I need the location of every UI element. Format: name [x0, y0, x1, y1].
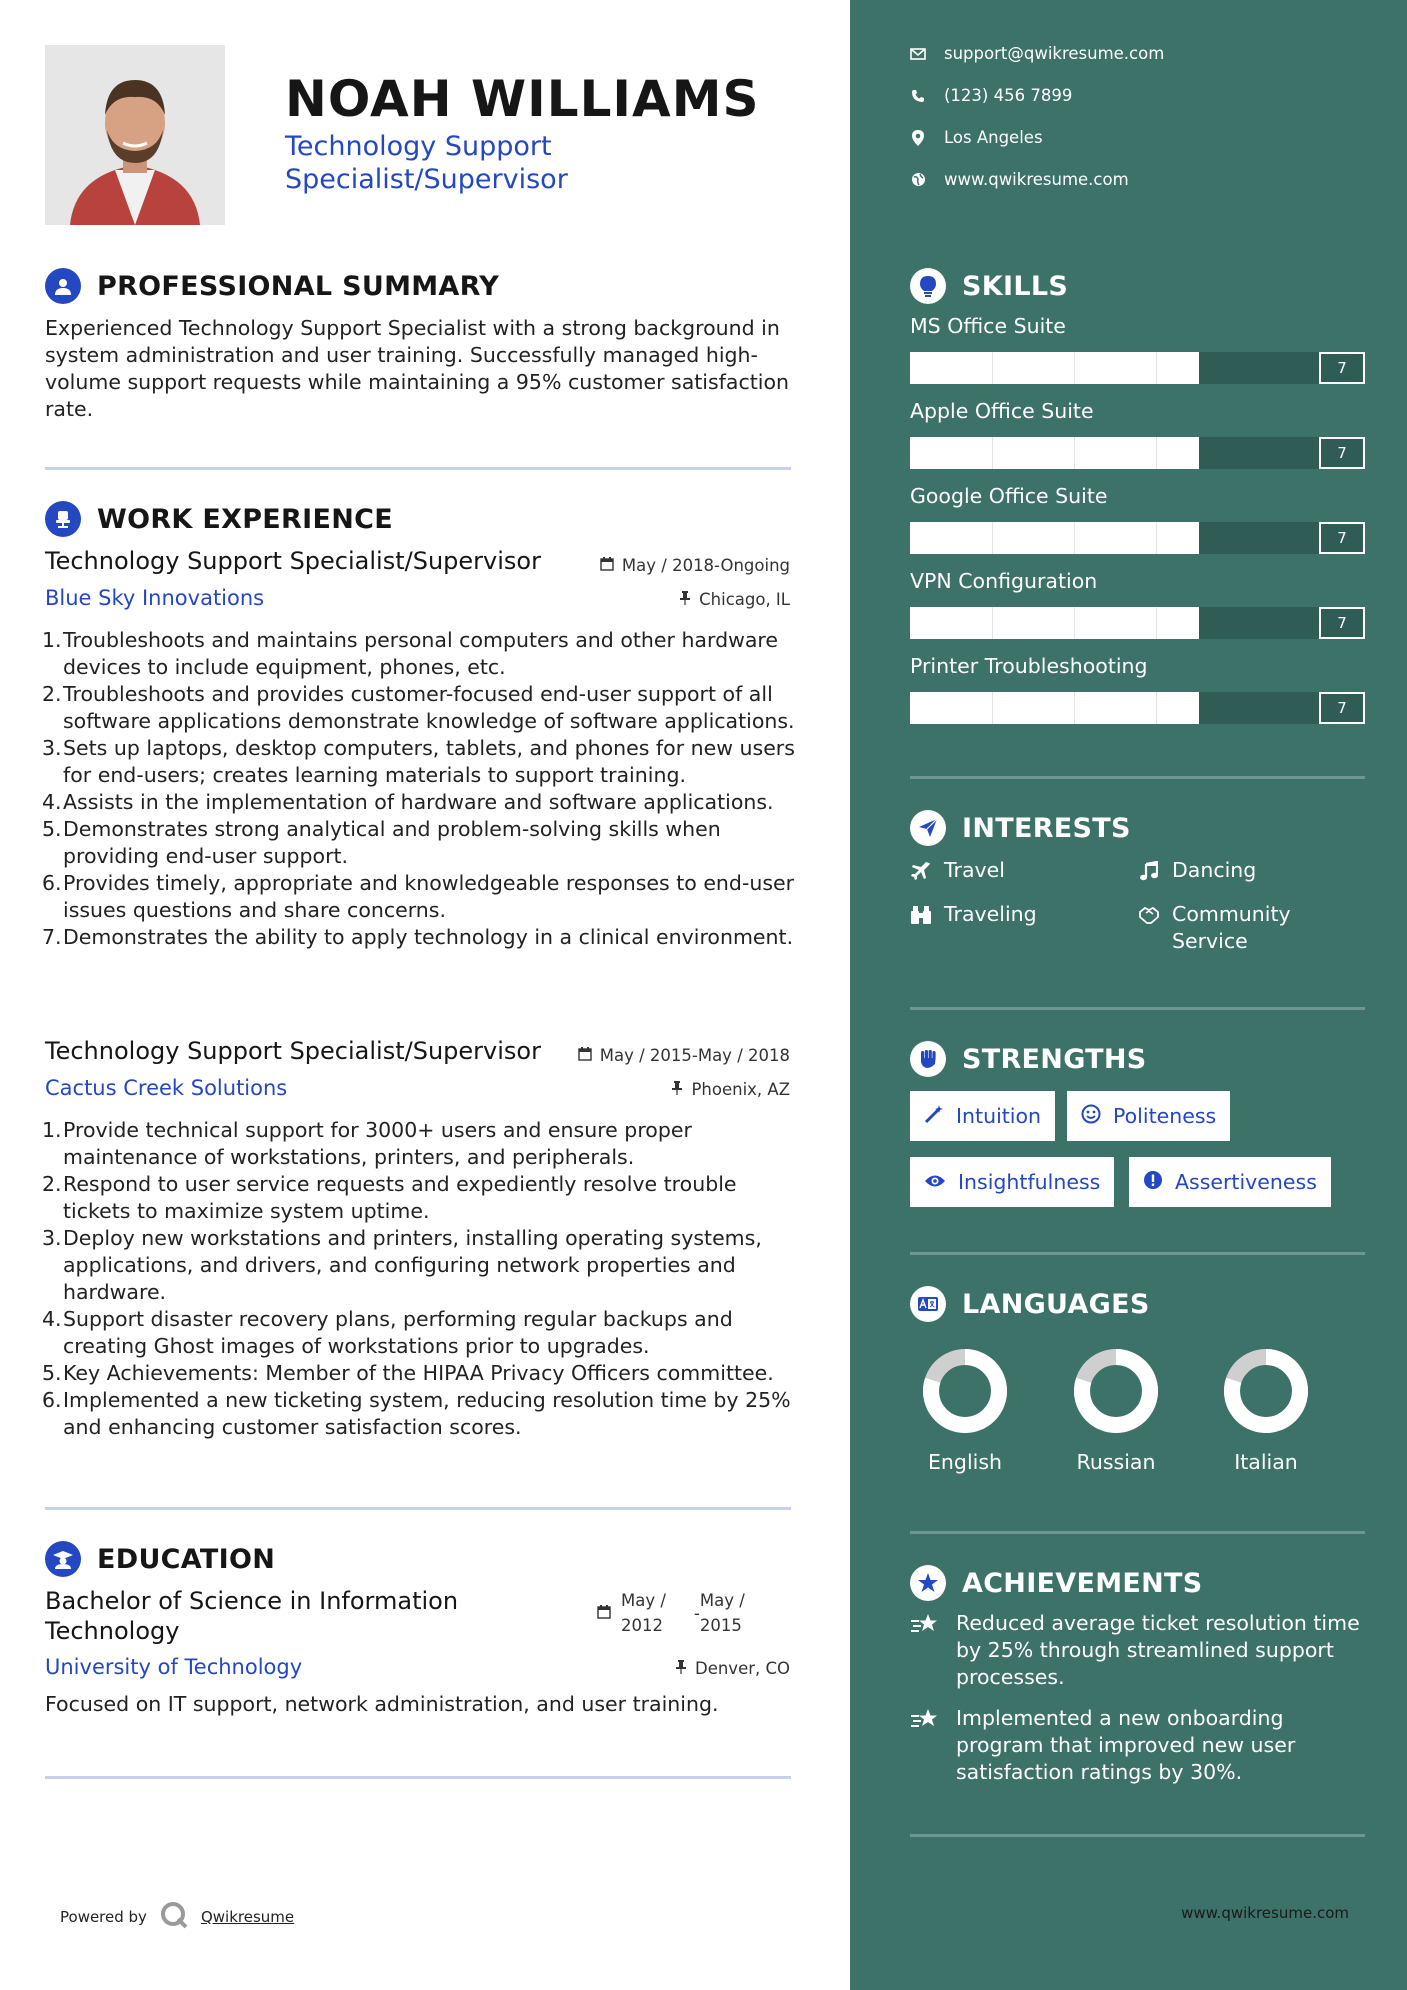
website-text: www.qwikresume.com — [944, 170, 1129, 189]
education-location — [675, 1659, 790, 1678]
qwikresume-logo-icon — [159, 1900, 189, 1934]
eye-icon — [924, 1170, 946, 1194]
section-divider — [910, 776, 1365, 779]
job-responsibilities — [42, 627, 795, 951]
education-location-text: Denver, CO — [694, 1659, 790, 1678]
skill-bar — [910, 437, 1365, 469]
achievement-text: Reduced average ticket resolution time by 25% through streamlined support processes. — [956, 1611, 1360, 1689]
summary-header — [45, 266, 499, 306]
section-divider — [910, 1834, 1365, 1837]
responsibility-text: Sets up laptops, desktop computers, tablets, and phones for new users for end-users; creates learning materials to support training. — [63, 736, 795, 787]
strength-tag — [910, 1157, 1114, 1207]
language-label: English — [927, 1450, 1003, 1474]
strength-label: Intuition — [956, 1104, 1042, 1128]
skill-bar — [910, 352, 1365, 384]
language-icon — [910, 1286, 946, 1322]
lightbulb-icon — [910, 268, 946, 304]
skill-level: 7 — [1319, 522, 1365, 554]
language-level-ring — [1223, 1348, 1309, 1434]
responsibility-item — [42, 1117, 795, 1171]
experience-header — [45, 499, 393, 539]
contact-website[interactable] — [910, 170, 1129, 189]
skill-level: 7 — [1319, 437, 1365, 469]
item-number: 6. — [42, 1388, 62, 1412]
strength-tag — [910, 1091, 1055, 1141]
strength-label: Politeness — [1113, 1104, 1217, 1128]
responsibility-item — [42, 1225, 795, 1306]
graduate-icon — [45, 1541, 81, 1577]
section-divider — [910, 1252, 1365, 1255]
language-item — [1211, 1348, 1321, 1474]
responsibility-text: Troubleshoots and maintains personal computers and other hardware devices to include equipment, phones, etc. — [63, 628, 778, 679]
skill-bar-fill — [910, 522, 1199, 554]
responsibility-text: Support disaster recovery plans, performing regular backups and creating Ghost images of workstations prior to upgrades. — [63, 1307, 733, 1358]
phone-icon — [910, 89, 926, 103]
smile-icon — [1081, 1104, 1101, 1129]
paper-plane-icon — [910, 810, 946, 846]
interest-item — [910, 857, 1005, 884]
strength-tag — [1067, 1091, 1230, 1141]
skill-label: MS Office Suite — [910, 314, 1066, 338]
skill-bar — [910, 522, 1365, 554]
job-title: Technology Support Specialist/Supervisor — [45, 1037, 541, 1065]
education-end-date — [700, 1588, 745, 1638]
contact-phone[interactable] — [910, 86, 1072, 105]
degree-title: Bachelor of Science in Information Technology — [45, 1587, 459, 1645]
responsibility-text: Provide technical support for 3000+ users and ensure proper maintenance of workstations, printers, and peripherals. — [63, 1118, 692, 1169]
phone-text: (123) 456 7899 — [944, 86, 1073, 105]
responsibility-item — [42, 1387, 795, 1441]
responsibility-item — [42, 1171, 795, 1225]
section-divider — [45, 1776, 791, 1779]
language-item — [1061, 1348, 1171, 1474]
skill-level: 7 — [1319, 607, 1365, 639]
job-title: Technology Support Specialist/Supervisor — [45, 547, 541, 575]
language-label: Russian — [1076, 1450, 1156, 1474]
user-icon — [45, 268, 81, 304]
responsibility-item — [42, 870, 795, 924]
skill-level: 7 — [1319, 692, 1365, 724]
binoculars-icon — [910, 901, 932, 928]
skills-header — [910, 266, 1068, 306]
footer-website[interactable]: www.qwikresume.com — [1181, 1904, 1349, 1922]
responsibility-text: Key Achievements: Member of the HIPAA Privacy Officers committee. — [63, 1361, 774, 1385]
strengths-header — [910, 1039, 1147, 1079]
calendar-icon — [578, 1046, 592, 1065]
item-number: 4. — [42, 1307, 62, 1331]
envelope-icon — [910, 48, 926, 60]
skill-bar — [910, 607, 1365, 639]
school-name: University of Technology — [45, 1655, 303, 1679]
skill-level: 7 — [1319, 352, 1365, 384]
education-end-year: 2015 — [699, 1616, 742, 1635]
interest-item — [1138, 857, 1256, 884]
achievement-item — [910, 1705, 1365, 1786]
responsibility-text: Demonstrates strong analytical and problem-solving skills when providing end-user support. — [63, 817, 721, 868]
responsibility-text: Implemented a new ticketing system, reducing resolution time by 25% and enhancing customer satisfaction scores. — [63, 1388, 791, 1439]
powered-by — [60, 1900, 294, 1934]
summary-text: Experienced Technology Support Specialist with a strong background in system administration and user training. Successfully managed high-volume support requests while maintaining a 95% customer satisfaction rate. — [45, 316, 789, 421]
responsibility-text: Troubleshoots and provides customer-focused end-user support of all software applications demonstrate knowledge of software applications. — [63, 682, 795, 733]
experience-heading: WORK EXPERIENCE — [97, 503, 393, 535]
language-level-ring — [1073, 1348, 1159, 1434]
job-company: Cactus Creek Solutions — [45, 1076, 288, 1100]
achievements-header — [910, 1563, 1203, 1603]
item-number: 3. — [42, 736, 62, 760]
pin-icon — [679, 590, 691, 609]
responsibility-item — [42, 735, 795, 789]
interest-label: Traveling — [944, 902, 1037, 926]
location-text: Los Angeles — [944, 128, 1043, 147]
job-date — [600, 556, 790, 575]
pin-icon — [675, 1659, 687, 1678]
education-start-year: 2012 — [621, 1616, 663, 1635]
globe-icon — [910, 172, 926, 187]
job-date — [578, 1046, 790, 1065]
education-heading: EDUCATION — [97, 1543, 276, 1575]
responsibility-item — [42, 1360, 795, 1387]
interest-item — [910, 901, 1037, 928]
achievement-text: Implemented a new onboarding program that improved new user satisfaction ratings by 30%. — [956, 1706, 1296, 1784]
email-text: support@qwikresume.com — [944, 44, 1165, 63]
job-date-text: May / 2018-Ongoing — [621, 556, 790, 575]
item-number: 1. — [42, 628, 62, 652]
responsibility-item — [42, 681, 795, 735]
shooting-star-icon — [910, 1705, 942, 1786]
star-badge-icon — [910, 1565, 946, 1601]
interests-header — [910, 808, 1131, 848]
plane-icon — [910, 857, 932, 884]
exclamation-icon — [1143, 1170, 1163, 1195]
calendar-icon — [600, 556, 614, 575]
education-start-date — [621, 1588, 666, 1638]
job-responsibilities — [42, 1117, 795, 1441]
skill-label: Google Office Suite — [910, 484, 1108, 508]
language-item — [910, 1348, 1020, 1474]
section-divider — [45, 467, 791, 470]
job-location-text: Chicago, IL — [699, 590, 790, 609]
job-date-text: May / 2015-May / 2018 — [599, 1046, 790, 1065]
interest-item — [1138, 901, 1318, 955]
interest-label: Dancing — [1172, 858, 1257, 882]
sidebar — [850, 0, 1407, 1990]
job-location — [679, 590, 790, 609]
candidate-name: NOAH WILLIAMS — [285, 70, 760, 128]
item-number: 6. — [42, 871, 62, 895]
item-number: 2. — [42, 1172, 62, 1196]
language-label: Italian — [1234, 1450, 1298, 1474]
item-number: 5. — [42, 1361, 62, 1385]
languages-heading: LANGUAGES — [962, 1288, 1150, 1320]
interest-label: Community Service — [1172, 902, 1291, 953]
magic-wand-icon — [924, 1104, 944, 1129]
shooting-star-icon — [910, 1610, 942, 1691]
summary-heading: PROFESSIONAL SUMMARY — [97, 270, 500, 302]
map-marker-icon — [910, 130, 926, 146]
section-divider — [910, 1531, 1365, 1534]
qwikresume-link[interactable]: Qwikresume — [200, 1908, 295, 1926]
skill-label: VPN Configuration — [910, 569, 1098, 593]
item-number: 3. — [42, 1226, 62, 1250]
job-location-text: Phoenix, AZ — [691, 1080, 790, 1099]
responsibility-text: Assists in the implementation of hardware and software applications. — [63, 790, 774, 814]
handshake-icon — [1138, 901, 1160, 928]
strengths-heading: STRENGTHS — [962, 1043, 1147, 1075]
language-level-ring — [922, 1348, 1008, 1434]
skill-label: Printer Troubleshooting — [910, 654, 1148, 678]
responsibility-item — [42, 789, 795, 816]
strength-label: Assertiveness — [1175, 1170, 1317, 1194]
music-icon — [1138, 857, 1160, 884]
achievement-item — [910, 1610, 1365, 1691]
skill-bar-fill — [910, 607, 1199, 639]
education-start-month: May / — [621, 1591, 666, 1610]
responsibility-text: Deploy new workstations and printers, installing operating systems, applications, and drivers, and configuring network properties and hardware. — [63, 1226, 762, 1304]
interest-label: Travel — [944, 858, 1005, 882]
job-company: Blue Sky Innovations — [45, 586, 265, 610]
item-number: 5. — [42, 817, 62, 841]
office-chair-icon — [45, 501, 81, 537]
education-description: Focused on IT support, network administration, and user training. — [45, 1692, 719, 1716]
skill-bar-fill — [910, 692, 1199, 724]
contact-location — [910, 128, 1043, 147]
section-divider — [45, 1507, 791, 1510]
responsibility-item — [42, 627, 795, 681]
responsibility-text: Demonstrates the ability to apply technology in a clinical environment. — [63, 925, 794, 949]
responsibility-text: Respond to user service requests and expediently resolve trouble tickets to maximize system uptime. — [63, 1172, 737, 1223]
profile-photo — [45, 45, 225, 225]
skills-heading: SKILLS — [962, 270, 1069, 302]
responsibility-item — [42, 1306, 795, 1360]
languages-header — [910, 1284, 1150, 1324]
powered-by-label: Powered by — [60, 1908, 147, 1926]
job-location — [671, 1080, 790, 1099]
education-date — [597, 1588, 745, 1638]
contact-email[interactable] — [910, 44, 1164, 63]
skill-bar — [910, 692, 1365, 724]
raised-fist-icon — [910, 1041, 946, 1077]
responsibility-text: Provides timely, appropriate and knowledgeable responses to end-user issues questions and share concerns. — [63, 871, 795, 922]
strength-label: Insightfulness — [958, 1170, 1101, 1194]
skill-bar-fill — [910, 437, 1199, 469]
responsibility-item — [42, 816, 795, 870]
item-number: 7. — [42, 925, 62, 949]
candidate-title: Technology Support Specialist/Supervisor — [285, 131, 568, 195]
skill-bar-fill — [910, 352, 1199, 384]
interests-heading: INTERESTS — [962, 812, 1131, 844]
skill-label: Apple Office Suite — [910, 399, 1094, 423]
strength-tag — [1129, 1157, 1331, 1207]
item-number: 1. — [42, 1118, 62, 1142]
item-number: 2. — [42, 682, 62, 706]
section-divider — [910, 1007, 1365, 1010]
achievements-heading: ACHIEVEMENTS — [962, 1567, 1203, 1599]
calendar-icon — [597, 1601, 611, 1626]
pin-icon — [671, 1080, 683, 1099]
item-number: 4. — [42, 790, 62, 814]
education-header — [45, 1539, 275, 1579]
education-end-month: May / — [699, 1591, 745, 1610]
responsibility-item — [42, 924, 795, 951]
education-date-separator: - — [693, 1603, 700, 1623]
